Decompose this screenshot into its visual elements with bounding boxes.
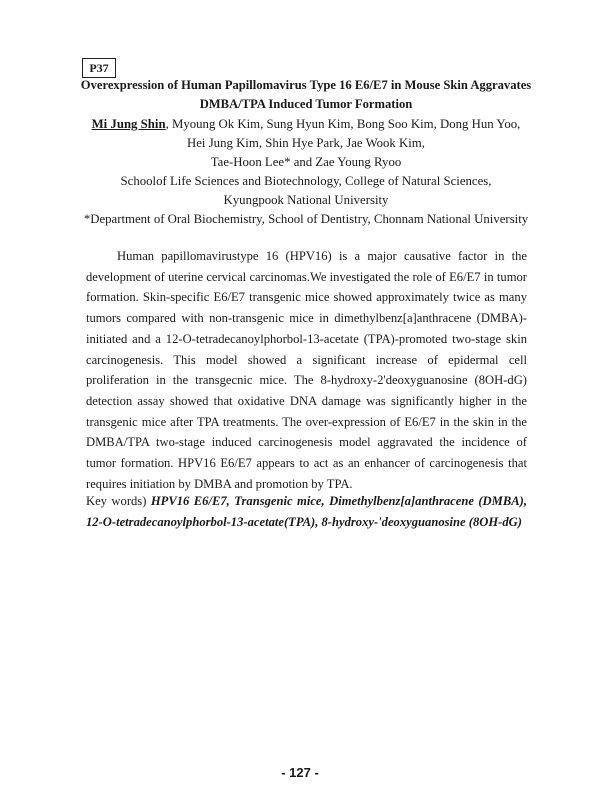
keywords-label: Key words) <box>86 494 151 508</box>
keywords-terms: HPV16 E6/E7, Transgenic mice, Dimethylbenz[a]anthracene (DMBA), 12-O-tetradecanoylphorbol-13-acetate(TPA), 8-hydroxy-'deoxyguanosine (8OH-dG) <box>86 494 527 529</box>
authors-line-2: Hei Jung Kim, Shin Hye Park, Jae Wook Kim, <box>187 136 425 150</box>
paper-id-box: P37 <box>82 58 116 78</box>
abstract-paragraph: Human papillomavirustype 16 (HPV16) is a major causative factor in the development of uterine cervical carcinomas.We investigated the role of E6/E7 in tumor formation. Skin-specific E6/E7 transgenic mice showed approximately twice as many tumors compared with non-transgenic mice in dimethylbenz[a]anthracene (DMBA)-initiated and a 12-O-tetradecanoylphorbol-13-acetate (TPA)-promoted two-stage skin carcinogenesis. This model showed a significant increase of epidermal cell proliferation in the transgecnic mice. The 8-hydroxy-2'deoxyguanosine (8OH-dG) detection assay showed that oxidative DNA damage was significantly higher in the transgenic mice after TPA treatments. The over-expression of E6/E7 in the skin in the DMBA/TPA two-stage induced carcinogenesis model aggravated the incidence of tumor formation. HPV16 E6/E7 appears to act as an enhancer of carcinogenesis that requires initiation by DMBA and promotion by TPA. <box>86 249 527 491</box>
authors-line-3: Tae-Hoon Lee* and Zae Young Ryoo <box>210 155 402 169</box>
title-line-1: Overexpression of Human Papillomavirus Type 16 E6/E7 in Mouse Skin Aggravates <box>80 78 532 92</box>
keywords-paragraph <box>86 491 527 532</box>
page-number: - 127 - <box>281 765 319 780</box>
affiliation-2 <box>70 210 542 229</box>
authors-line-1: , Myoung Ok Kim, Sung Hyun Kim, Bong Soo Kim, Dong Hun Yoo, <box>165 117 521 131</box>
affiliation-1 <box>70 172 542 210</box>
affiliation-line-2: Kyungpook National University <box>223 193 389 207</box>
presenting-author: Mi Jung Shin <box>91 117 166 131</box>
affiliation-line-3: *Department of Oral Biochemistry, School of Dentistry, Chonnam National University <box>83 212 529 226</box>
affiliation-line-1: Schoolof Life Sciences and Biotechnology, College of Natural Sciences, <box>120 174 492 188</box>
title-line-2: DMBA/TPA Induced Tumor Formation <box>199 97 413 111</box>
author-list <box>70 115 542 172</box>
paper-title <box>70 76 542 114</box>
